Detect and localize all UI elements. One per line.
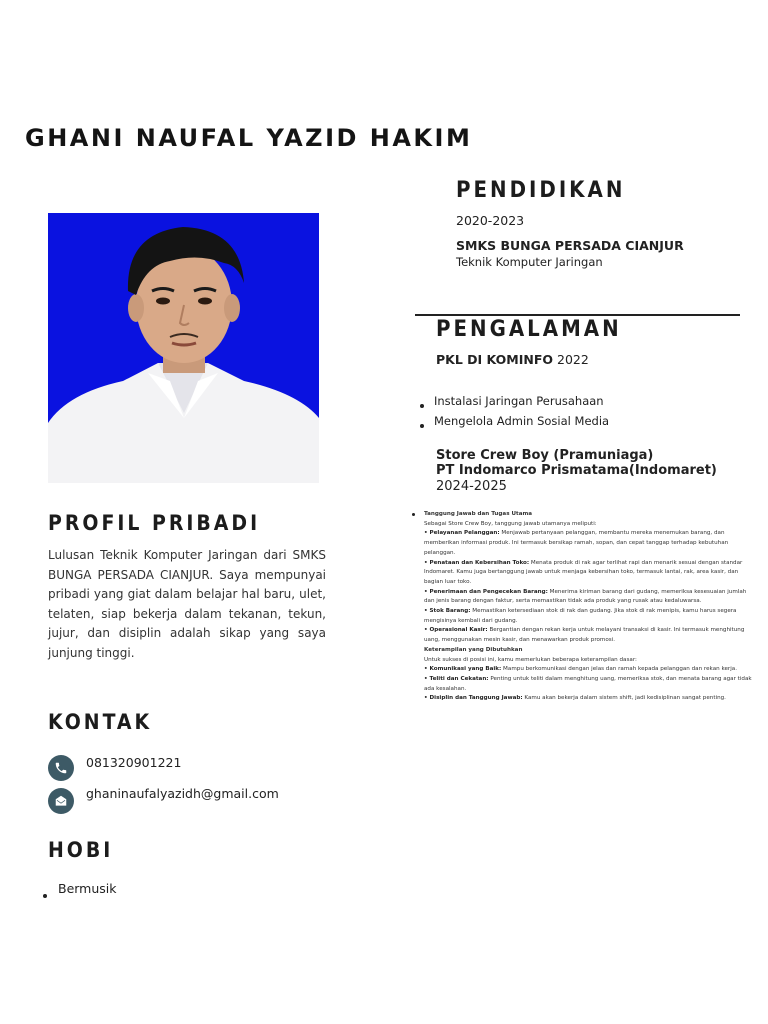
job-company: PT Indomarco Prismatama(Indomaret) bbox=[436, 463, 717, 478]
skill-item: • Teliti dan Cekatan: Penting untuk teliti dalam menghitung uang, memeriksa stok, dan menata barang agar tidak ada kesalahan. bbox=[424, 675, 752, 692]
candidate-name: GHANI NAUFAL YAZID HAKIM bbox=[25, 124, 473, 152]
pkl-line bbox=[436, 352, 589, 367]
job-title: Store Crew Boy (Pramuniaga) bbox=[436, 448, 654, 463]
phone-number[interactable]: 081320901221 bbox=[86, 755, 182, 770]
skills-intro: Untuk sukses di posisi ini, kamu memerlukan beberapa keterampilan dasar: bbox=[424, 656, 637, 663]
hobby-item: Bermusik bbox=[58, 881, 117, 896]
contact-heading: KONTAK bbox=[48, 710, 153, 734]
education-heading: PENDIDIKAN bbox=[456, 178, 626, 203]
phone-icon bbox=[48, 755, 74, 781]
envelope-icon bbox=[48, 788, 74, 814]
profile-photo bbox=[48, 213, 319, 483]
email-address[interactable]: ghaninaufalyazidh@gmail.com bbox=[86, 786, 279, 801]
experience-heading: PENGALAMAN bbox=[436, 317, 622, 342]
skill-item: • Disiplin dan Tanggung Jawab: Kamu akan bekerja dalam sistem shift, jadi kedisiplinan sangat penting. bbox=[424, 695, 726, 702]
education-years: 2020-2023 bbox=[456, 213, 525, 228]
education-major: Teknik Komputer Jaringan bbox=[456, 255, 603, 269]
detail-item: • Operasional Kasir: Bergantian dengan rekan kerja untuk melayani transaksi di kasir. Ini termasuk menghitung uang, menggunakan mesin kasir, dan menawarkan produk promosi. bbox=[424, 627, 745, 644]
pkl-year: 2022 bbox=[557, 352, 589, 367]
bullet-icon bbox=[420, 424, 424, 428]
detail-item: • Penataan dan Kebersihan Toko: Menata produk di rak agar terlihat rapi dan menarik sesuai dengan standar Indomaret. Kamu juga bertanggung jawab untuk menjaga kebersihan toko, termasuk lantai, rak, area kasir, dan bagian luar toko. bbox=[424, 559, 743, 585]
skill-item: • Komunikasi yang Baik: Mampu berkomunikasi dengan jelas dan ramah kepada pelanggan dan rekan kerja. bbox=[424, 666, 737, 673]
detail-item: • Pelayanan Pelanggan: Menjawab pertanyaan pelanggan, membantu mereka menemukan barang, dan memberikan informasi produk. Ini termasuk bersikap ramah, sopan, dan cepat tanggap terhadap kebutuhan pelanggan. bbox=[424, 530, 729, 556]
bullet-icon bbox=[43, 894, 47, 898]
bullet-icon bbox=[420, 404, 424, 408]
pkl-item: Mengelola Admin Sosial Media bbox=[434, 414, 610, 428]
skills-title: Keterampilan yang Dibutuhkan bbox=[424, 646, 523, 653]
pkl-item: Instalasi Jaringan Perusahaan bbox=[434, 394, 604, 408]
section-divider bbox=[415, 314, 740, 316]
bullet-icon bbox=[412, 513, 415, 516]
details-intro: Sebagai Store Crew Boy, tanggung jawab utamanya meliputi: bbox=[424, 520, 597, 527]
pkl-title: PKL DI KOMINFO bbox=[436, 352, 554, 367]
person-portrait bbox=[48, 213, 319, 483]
job-details bbox=[424, 510, 758, 704]
hobby-heading: HOBI bbox=[48, 838, 114, 862]
job-years: 2024-2025 bbox=[436, 479, 507, 494]
detail-item: • Stok Barang: Memastikan ketersediaan stok di rak dan gudang. Jika stok di rak menipis, kamu harus segera mengisinya kembali dari gudang. bbox=[424, 608, 737, 624]
profile-heading: PROFIL PRIBADI bbox=[48, 511, 261, 535]
profile-text: Lulusan Teknik Komputer Jaringan dari SMKS BUNGA PERSADA CIANJUR. Saya mempunyai pribadi yang giat dalam belajar hal baru, ulet, telaten, siap bekerja dalam tekanan, tekun, jujur, dan disiplin adalah sikap yang saya junjung tinggi. bbox=[48, 548, 326, 660]
detail-item: • Penerimaan dan Pengecekan Barang: Menerima kiriman barang dari gudang, memeriksa kesesuaian jumlah dan jenis barang dengan faktur, serta memastikan tidak ada produk yang rusak atau kedaluwarsa. bbox=[424, 588, 747, 605]
education-school: SMKS BUNGA PERSADA CIANJUR bbox=[456, 238, 684, 253]
details-title: Tanggung Jawab dan Tugas Utama bbox=[424, 511, 533, 517]
